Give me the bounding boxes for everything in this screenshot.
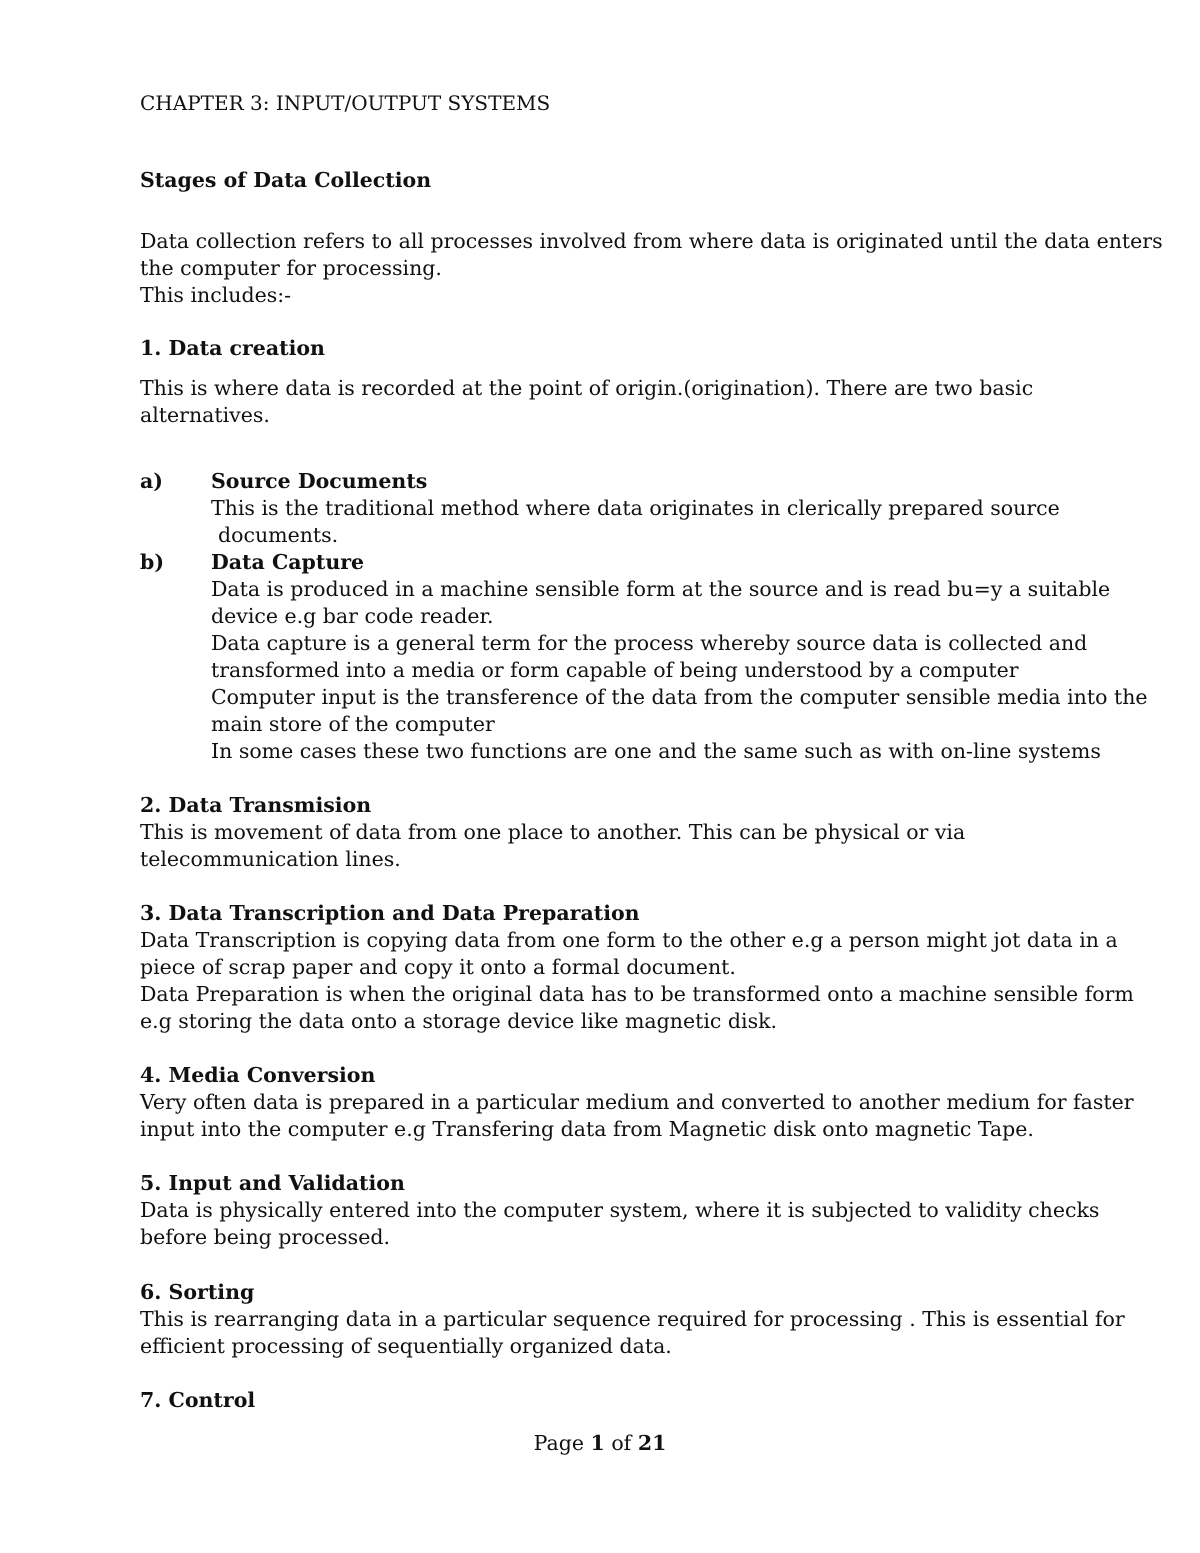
- page-total: 21: [637, 1431, 667, 1455]
- paragraph-line: Computer input is the transference of the data from the computer sensible media into the: [211, 685, 1148, 709]
- paragraph-line: Data capture is a general term for the process whereby source data is collected and: [211, 631, 1088, 655]
- paragraph-line: Very often data is prepared in a particular medium and converted to another medium for faster: [140, 1090, 1134, 1114]
- paragraph-line: piece of scrap paper and copy it onto a formal document.: [140, 955, 736, 979]
- intro-line: Data collection refers to all processes involved from where data is originated until the data enters: [140, 229, 1163, 253]
- page-current: 1: [590, 1431, 605, 1455]
- paragraph-line: Data Transcription is copying data from one form to the other e.g a person might jot data in a: [140, 928, 1118, 952]
- paragraph-line: This is where data is recorded at the point of origin.(origination). There are two basic: [140, 376, 1034, 400]
- heading-data-transcription: 3. Data Transcription and Data Preparation: [140, 901, 640, 925]
- paragraph-line: main store of the computer: [211, 712, 495, 736]
- heading-sorting: 6. Sorting: [140, 1280, 255, 1304]
- paragraph-line: e.g storing the data onto a storage device like magnetic disk.: [140, 1009, 778, 1033]
- paragraph-line: efficient processing of sequentially organized data.: [140, 1334, 672, 1358]
- paragraph-line: documents.: [218, 523, 339, 547]
- paragraph-line: device e.g bar code reader.: [211, 604, 494, 628]
- heading-media-conversion: 4. Media Conversion: [140, 1063, 376, 1087]
- list-label-a: a): [140, 469, 163, 493]
- subheading-source-documents: Source Documents: [211, 469, 428, 493]
- page-of-label: of: [611, 1431, 632, 1455]
- paragraph-line: In some cases these two functions are one and the same such as with on-line systems: [211, 739, 1101, 763]
- paragraph-line: alternatives.: [140, 403, 270, 427]
- list-label-b: b): [140, 550, 165, 574]
- paragraph-line: Data Preparation is when the original data has to be transformed onto a machine sensible form: [140, 982, 1134, 1006]
- paragraph-line: telecommunication lines.: [140, 847, 401, 871]
- paragraph-line: Data is physically entered into the computer system, where it is subjected to validity checks: [140, 1198, 1100, 1222]
- paragraph-line: transformed into a media or form capable of being understood by a computer: [211, 658, 1019, 682]
- intro-line: This includes:-: [140, 283, 292, 307]
- heading-control: 7. Control: [140, 1388, 256, 1412]
- page-label: Page: [533, 1431, 585, 1455]
- paragraph-line: This is movement of data from one place to another. This can be physical or via: [140, 820, 966, 844]
- section-heading: Stages of Data Collection: [140, 168, 432, 192]
- chapter-title: CHAPTER 3: INPUT/OUTPUT SYSTEMS: [140, 91, 551, 115]
- heading-input-validation: 5. Input and Validation: [140, 1171, 405, 1195]
- heading-data-transmision: 2. Data Transmision: [140, 793, 372, 817]
- paragraph-line: Data is produced in a machine sensible form at the source and is read bu=y a suitable: [211, 577, 1111, 601]
- paragraph-line: before being processed.: [140, 1225, 390, 1249]
- subheading-data-capture: Data Capture: [211, 550, 365, 574]
- page-footer: [0, 1430, 1200, 1457]
- paragraph-line: This is rearranging data in a particular sequence required for processing . This is essential for: [140, 1307, 1125, 1331]
- paragraph-line: input into the computer e.g Transfering data from Magnetic disk onto magnetic Tape.: [140, 1117, 1034, 1141]
- heading-data-creation: 1. Data creation: [140, 336, 325, 360]
- paragraph-line: This is the traditional method where data originates in clerically prepared source: [211, 496, 1060, 520]
- intro-line: the computer for processing.: [140, 256, 442, 280]
